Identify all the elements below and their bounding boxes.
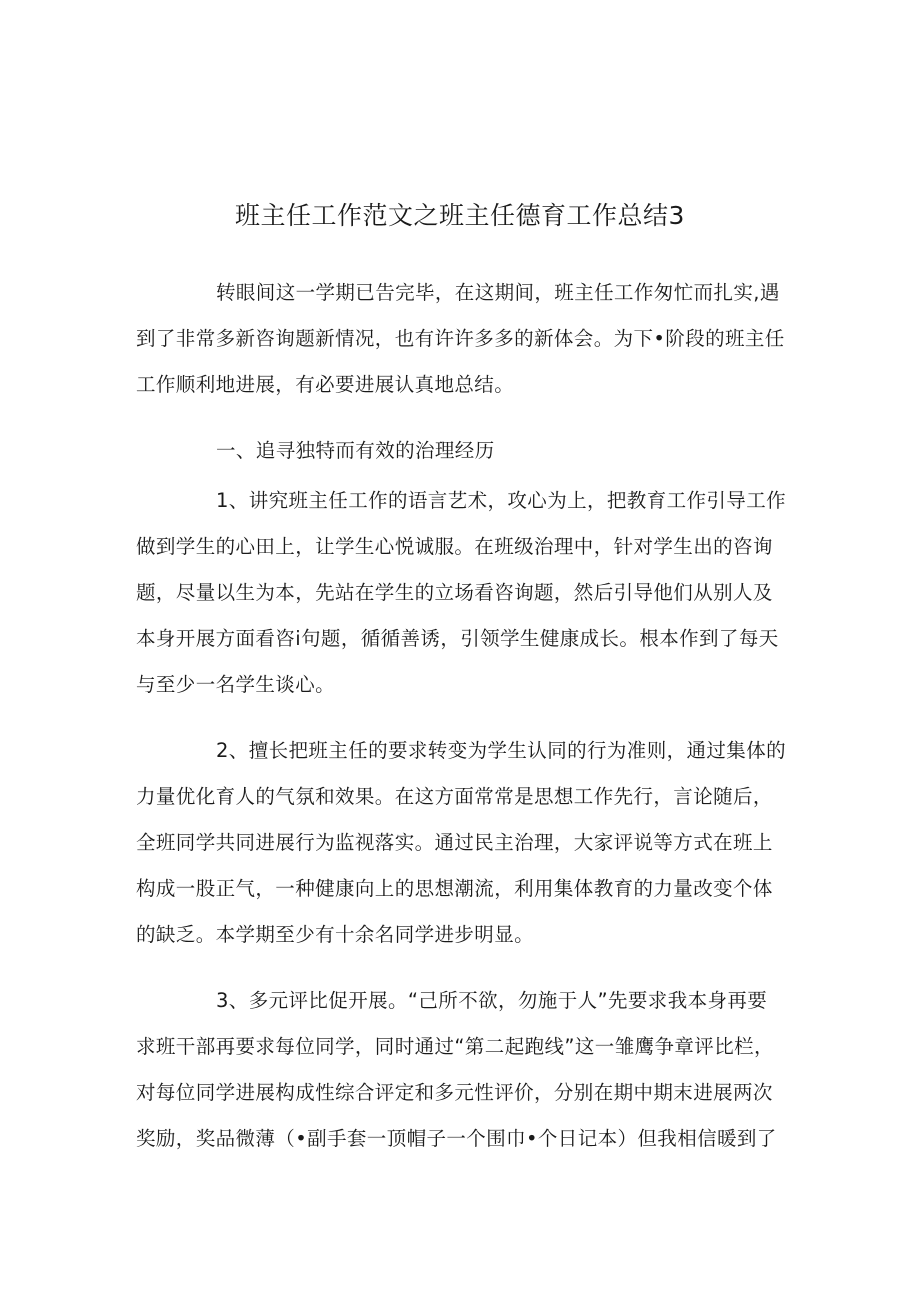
text-line: 做到学生的心田上，让学生心悦诚服。在班级治理中，针对学生出的咨询 bbox=[136, 535, 773, 558]
text-line: 本身开展方面看咨i句题，循循善诱，引领学生健康成长。根本作到了每天 bbox=[136, 627, 779, 650]
text-line: 1、讲究班主任工作的语言艺术，攻心为上，把教育工作引导工作 bbox=[216, 489, 787, 512]
text-line: 题，尽量以生为本，先站在学生的立场看咨询题，然后引导他们从别人及 bbox=[136, 581, 773, 604]
document-body bbox=[136, 270, 788, 1182]
paragraph-intro bbox=[136, 270, 788, 408]
text-line: 与至少一名学生谈心。 bbox=[136, 673, 336, 696]
text-line: 求班干部再要求每位同学，同时通过“第二起跑线”这一雏鹰争章评比栏， bbox=[136, 1035, 774, 1058]
text-line: 的缺乏。本学期至少有十余名同学进步明显。 bbox=[136, 923, 535, 946]
paragraph-point-3 bbox=[136, 978, 788, 1162]
text-line: 对每位同学进展构成性综合评定和多元性评价，分别在期中期末进展两次 bbox=[136, 1081, 773, 1104]
section-heading bbox=[136, 428, 788, 474]
document-title: 班主任工作范文之班主任德育工作总结3 bbox=[235, 201, 685, 230]
text-line: 转眼间这一学期已告完毕，在这期间，班主任工作匆忙而扎实,遇 bbox=[216, 281, 780, 304]
text-line: 构成一股正气，一种健康向上的思想潮流，利用集体教育的力量改变个体 bbox=[136, 877, 773, 900]
text-line: 全班同学共同进展行为监视落实。通过民主治理，大家评说等方式在班上 bbox=[136, 831, 773, 854]
text-line: 工作顺利地进展，有必要进展认真地总结。 bbox=[136, 373, 515, 396]
text-line: 到了非常多新咨询题新情况，也有许许多多的新体会。为下•阶段的班主任 bbox=[136, 327, 785, 350]
text-line: 一、追寻独特而有效的治理经历 bbox=[216, 439, 495, 462]
text-line: 2、擅长把班主任的要求转变为学生认同的行为准则，通过集体的 bbox=[216, 739, 787, 762]
text-line: 3、多元评比促开展。“己所不欲，勿施于人”先要求我本身再要 bbox=[216, 989, 768, 1012]
text-line: 力量优化育人的气氛和效果。在这方面常常是思想工作先行，言论随后， bbox=[136, 785, 773, 808]
paragraph-point-2 bbox=[136, 728, 788, 958]
paragraph-point-1 bbox=[136, 478, 788, 708]
text-line: 奖励，奖品微薄（•副手套一顶帽子一个围巾•个日记本）但我相信暖到了 bbox=[136, 1127, 777, 1150]
